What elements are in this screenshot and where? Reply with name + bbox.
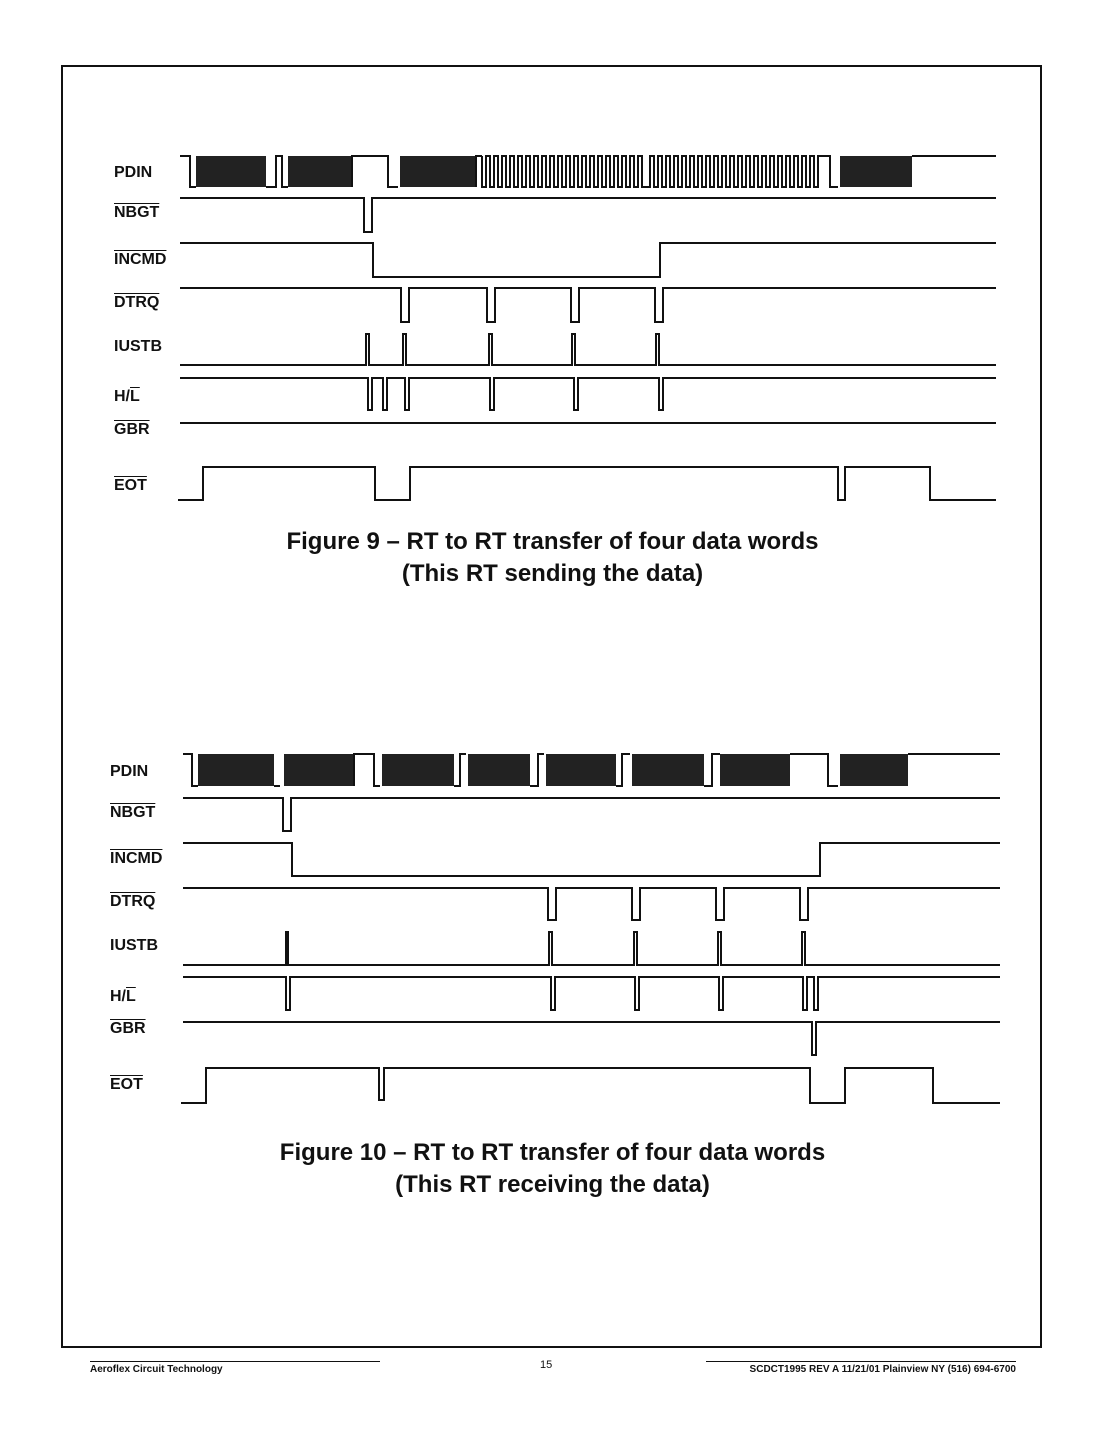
gbr-waveform bbox=[183, 1022, 1000, 1055]
hl-prefix: H/ bbox=[114, 388, 130, 405]
signal-label-nbgt: NBGT bbox=[110, 804, 156, 821]
incmd-waveform bbox=[183, 843, 1000, 876]
hl-prefix: H/ bbox=[110, 988, 126, 1005]
signal-label-iustb: IUSTB bbox=[110, 937, 158, 954]
signal-label-iustb: IUSTB bbox=[114, 338, 162, 355]
figure-10-caption-line2: (This RT receiving the data) bbox=[395, 1171, 710, 1198]
figure-10-caption-line1: Figure 10 – RT to RT transfer of four data words bbox=[279, 1139, 826, 1166]
hl-suffix: $\overline{L}$ bbox=[130, 388, 140, 405]
iustb-waveform bbox=[183, 932, 1000, 965]
hl-suffix: $\overline{L}$ bbox=[126, 988, 136, 1005]
nbgt-waveform bbox=[183, 798, 1000, 831]
signal-label-dtrq: DTRQ bbox=[110, 893, 156, 910]
footer-page-number: 15 bbox=[540, 1359, 553, 1371]
eot-waveform bbox=[181, 1068, 1000, 1103]
hl-waveform bbox=[183, 977, 1000, 1010]
signal-label-gbr: $\overline{GBR}$ bbox=[114, 421, 150, 438]
pdin-waveform bbox=[183, 754, 1000, 786]
signal-label-pdin: PDIN bbox=[110, 763, 149, 780]
signal-label-eot: $\overline{EOT}$ bbox=[110, 1076, 143, 1093]
signal-label-incmd: INCMD bbox=[110, 850, 163, 867]
footer-company: Aeroflex Circuit Technology bbox=[90, 1361, 380, 1375]
signal-label-pdin: PDIN bbox=[114, 164, 153, 181]
signal-label-eot: $\overline{EOT}$ bbox=[114, 477, 147, 494]
signal-label-incmd: INCMD bbox=[114, 251, 167, 268]
signal-label-gbr: $\overline{GBR}$ bbox=[110, 1020, 146, 1037]
figure-10-caption bbox=[0, 1137, 1105, 1201]
signal-label-nbgt: NBGT bbox=[114, 204, 160, 221]
signal-label-dtrq: DTRQ bbox=[114, 294, 160, 311]
figure-9-caption-line2: (This RT sending the data) bbox=[401, 560, 704, 587]
dtrq-waveform bbox=[183, 888, 1000, 920]
footer-doc-info: SCDCT1995 REV A 11/21/01 Plainview NY (516) 694-6700 bbox=[706, 1361, 1016, 1375]
figure-9-caption-line1: Figure 9 – RT to RT transfer of four data words bbox=[286, 528, 819, 555]
